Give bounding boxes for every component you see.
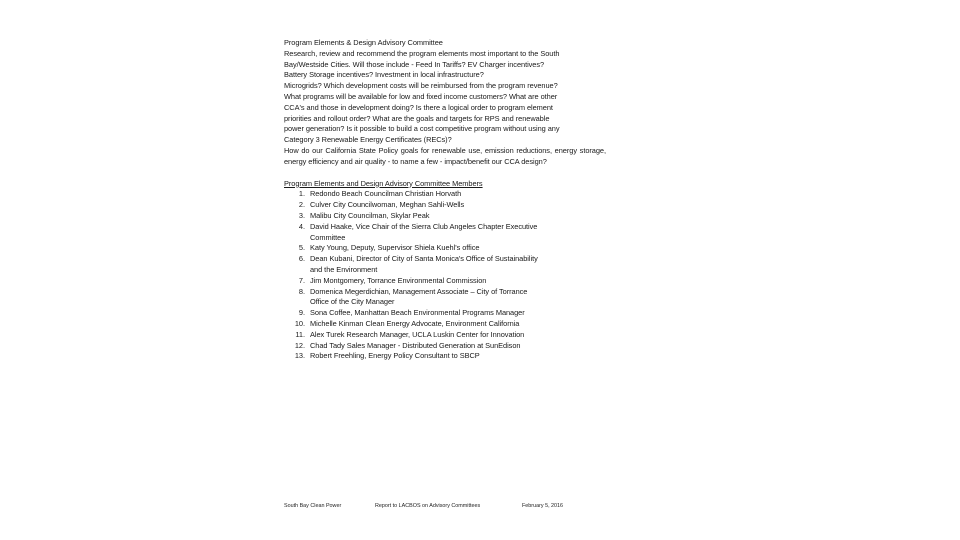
list-number: 7. <box>298 275 305 285</box>
list-number: 5. <box>298 243 305 253</box>
list-item <box>284 287 548 309</box>
list-item <box>284 351 548 362</box>
list-item <box>284 254 548 276</box>
member-text: Katy Young, Deputy, Supervisor Shiela Kuehl's office <box>310 243 480 253</box>
list-item <box>284 243 548 254</box>
list-number: 9. <box>298 308 305 318</box>
members-title: Program Elements and Design Advisory Committee Members <box>284 178 483 188</box>
intro-line: priorities and rollout order? What are the goals and targets for RPS and renewable <box>284 113 550 123</box>
member-text: Redondo Beach Councilman Christian Horvath <box>310 189 462 199</box>
intro-line: What programs will be available for low and fixed income customers? What are other <box>284 91 558 101</box>
list-number: 6. <box>298 254 305 264</box>
list-item <box>284 319 548 330</box>
list-number: 12. <box>294 340 305 350</box>
list-number: 13. <box>294 351 305 361</box>
member-text: Michelle Kinman Clean Energy Advocate, Environment California <box>310 318 520 328</box>
member-text: Culver City Councilwoman, Meghan Sahli-Wells <box>310 200 465 210</box>
list-number: 11. <box>295 329 305 339</box>
list-item <box>284 330 548 341</box>
list-number: 8. <box>298 286 305 296</box>
member-text: Dean Kubani, Director of City of Santa Monica's Office of Sustainability and the Environment <box>310 254 538 274</box>
members-list <box>284 189 606 362</box>
list-number: 2. <box>298 200 305 210</box>
list-item <box>284 276 548 287</box>
list-number: 3. <box>298 210 305 220</box>
member-text: Alex Turek Research Manager, UCLA Luskin Center for Innovation <box>310 329 525 339</box>
list-number: 1. <box>298 189 305 199</box>
footer-organization: South Bay Clean Power <box>284 503 342 509</box>
section-heading: Program Elements & Design Advisory Committee <box>284 38 443 47</box>
intro-line: Microgrids? Which development costs will be reimbursed from the program revenue? <box>284 81 558 91</box>
list-item <box>284 341 548 352</box>
list-item <box>284 308 548 319</box>
policy-paragraph: How do our California State Policy goals for renewable use, emission reductions, energy storage, energy efficiency and air quality - to name a few - impact/benefit our CCA design? <box>284 145 606 166</box>
list-item <box>284 222 548 244</box>
list-item <box>284 200 548 211</box>
list-number: 4. <box>298 221 305 231</box>
footer-report-title: Report to LACBOS on Advisory Committees <box>375 503 481 509</box>
intro-line: Bay/Westside Cities. Will those include - Feed In Tariffs? EV Charger incentives? <box>284 59 545 69</box>
member-text: Jim Montgomery, Torrance Environmental Commission <box>310 275 487 285</box>
member-text: Malibu City Councilman, Skylar Peak <box>310 210 430 220</box>
member-text: Chad Tady Sales Manager - Distributed Generation at SunEdison <box>310 340 521 350</box>
list-item <box>284 211 548 222</box>
intro-line: Battery Storage incentives? Investment in local infrastructure? <box>284 70 484 80</box>
document-body <box>284 38 606 362</box>
intro-line: Research, review and recommend the program elements most important to the South <box>284 48 560 58</box>
footer-date: February 5, 2016 <box>522 503 564 509</box>
intro-line: power generation? Is it possible to build a cost competitive program without using any <box>284 124 560 134</box>
intro-paragraph <box>284 49 606 146</box>
member-text: Domenica Megerdichian, Management Associate – City of Torrance Office of the City Manager <box>310 286 528 307</box>
list-number: 10. <box>294 318 305 328</box>
intro-line: CCA's and those in development doing? Is there a logical order to program element <box>284 102 553 112</box>
intro-line: Category 3 Renewable Energy Certificates (RECs)? <box>284 135 452 145</box>
list-item <box>284 189 548 200</box>
member-text: David Haake, Vice Chair of the Sierra Club Angeles Chapter Executive Committee <box>310 221 538 242</box>
member-text: Robert Freehling, Energy Policy Consultant to SBCP <box>310 351 480 361</box>
member-text: Sona Coffee, Manhattan Beach Environmental Programs Manager <box>310 308 525 318</box>
